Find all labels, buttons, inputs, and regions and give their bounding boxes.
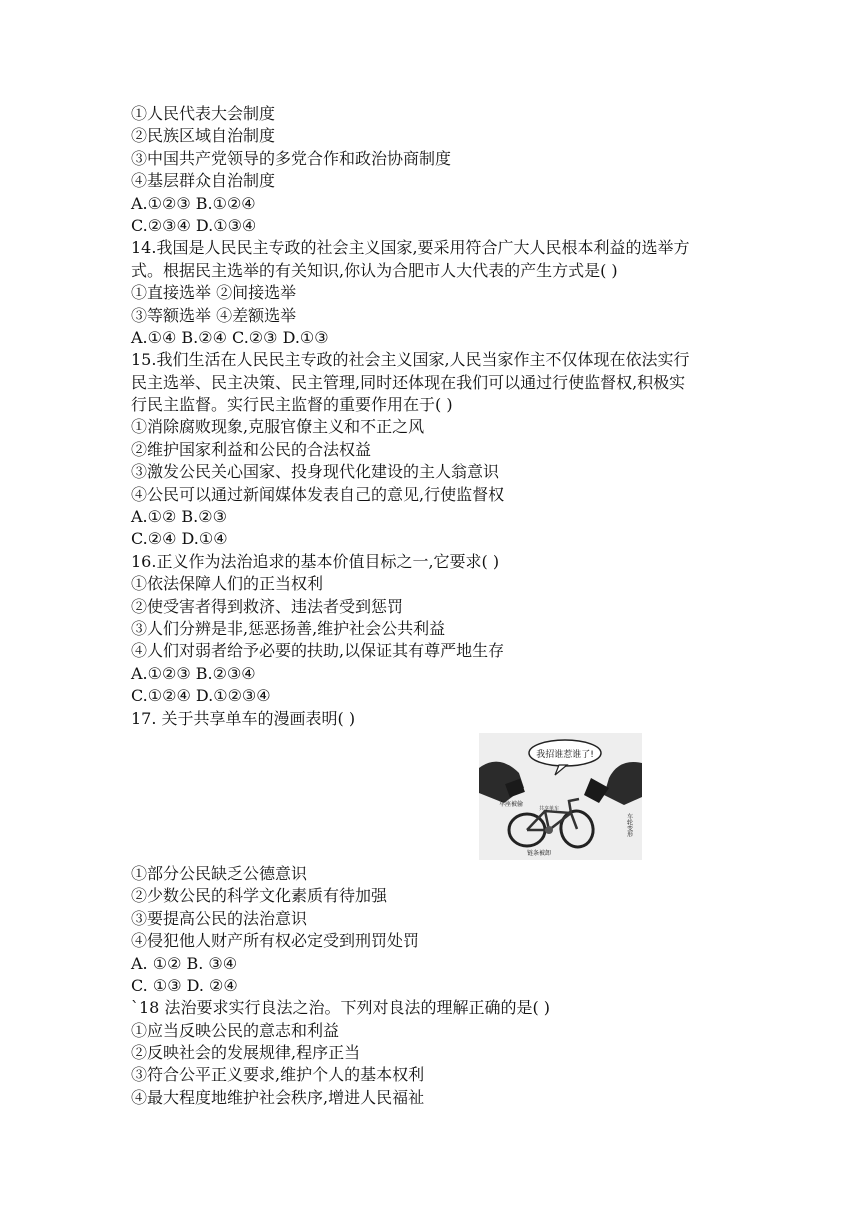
option-line: ②反映社会的发展规律,程序正当 (131, 1043, 361, 1063)
option-line: ③激发公民关心国家、投身现代化建设的主人翁意识 (131, 462, 500, 482)
answer-choices: A.①②③ B.②③④ (131, 663, 256, 683)
question-14-text: 14.我国是人民民主专政的社会主义国家,要采用符合广大人民根本利益的选举方 (131, 238, 690, 258)
answer-choices: A.①② B.②③ (131, 507, 227, 527)
answer-choices: A.①②③ B.①②④ (131, 193, 256, 213)
option-line: ②使受害者得到救济、违法者受到惩罚 (131, 596, 404, 616)
question-15-text: 民主选举、民主决策、民主管理,同时还体现在我们可以通过行使监督权,积极实 (131, 372, 686, 392)
bubble-text: 我招谁惹谁了! (536, 749, 594, 760)
option-line: ④基层群众自治制度 (131, 171, 276, 191)
question-content (131, 103, 751, 1109)
cartoon-illustration (479, 733, 642, 860)
option-line: ③人们分辨是非,惩恶扬善,维护社会公共利益 (131, 618, 446, 638)
option-line: ②少数公民的科学文化素质有待加强 (131, 886, 388, 906)
option-line: ④侵犯他人财产所有权必定受到刑罚处罚 (131, 931, 420, 951)
shared-bike-cartoon (479, 733, 642, 860)
answer-choices: A. ①② B. ③④ (131, 953, 238, 973)
option-line: ①人民代表大会制度 (131, 104, 276, 123)
option-line: ③要提高公民的法治意识 (131, 908, 308, 928)
question-15-text: 行民主监督。实行民主监督的重要作用在于( ) (131, 395, 453, 415)
option-line: ④人们对弱者给予必要的扶助,以保证其有尊严地生存 (131, 641, 505, 661)
option-line: ②民族区域自治制度 (131, 126, 276, 146)
option-line: ①部分公民缺乏公德意识 (131, 863, 308, 883)
option-line: ①直接选举 ②间接选举 (131, 283, 297, 303)
option-line: ③符合公平正义要求,维护个人的基本权利 (131, 1065, 425, 1085)
option-line: ③等额选举 ④差额选举 (131, 305, 297, 325)
option-line: ④最大程度地维护社会秩序,增进人民福祉 (131, 1087, 425, 1107)
question-16-text: 16.正义作为法治追求的基本价值目标之一,它要求( ) (131, 551, 500, 571)
answer-choices: C.②④ D.①④ (131, 529, 228, 549)
question-14-text: 式。根据民主选举的有关知识,你认为合肥市人大代表的产生方式是( ) (131, 260, 618, 280)
seat-label: 车座被偷 (499, 800, 524, 808)
wheel-label: 车轮变形 (625, 812, 633, 837)
question-15-text: 15.我们生活在人民民主专政的社会主义国家,人民当家作主不仅体现在依法实行 (131, 350, 690, 370)
answer-choices: C. ①③ D. ②④ (131, 975, 238, 995)
option-line: ①应当反映公民的意志和利益 (131, 1020, 340, 1040)
option-line: ④公民可以通过新闻媒体发表自己的意见,行使监督权 (131, 484, 505, 504)
option-line: ①消除腐败现象,克服官僚主义和不正之风 (131, 417, 425, 437)
option-line: ①依法保障人们的正当权利 (131, 574, 324, 594)
chain-label: 链条被卸 (527, 849, 552, 857)
answer-choices: C.②③④ D.①③④ (131, 215, 257, 235)
question-17-text: 17. 关于共享单车的漫画表明( ) (131, 708, 356, 728)
option-line: ②维护国家利益和公民的合法权益 (131, 439, 372, 459)
option-line: ③中国共产党领导的多党合作和政治协商制度 (131, 148, 452, 168)
answer-choices: C.①②④ D.①②③④ (131, 686, 271, 706)
answer-choices: A.①④ B.②④ C.②③ D.①③ (131, 327, 329, 347)
question-18-text: `18 法治要求实行良法之治。下列对良法的理解正确的是( ) (131, 998, 551, 1018)
bike-label: 共享单车 (539, 805, 560, 812)
